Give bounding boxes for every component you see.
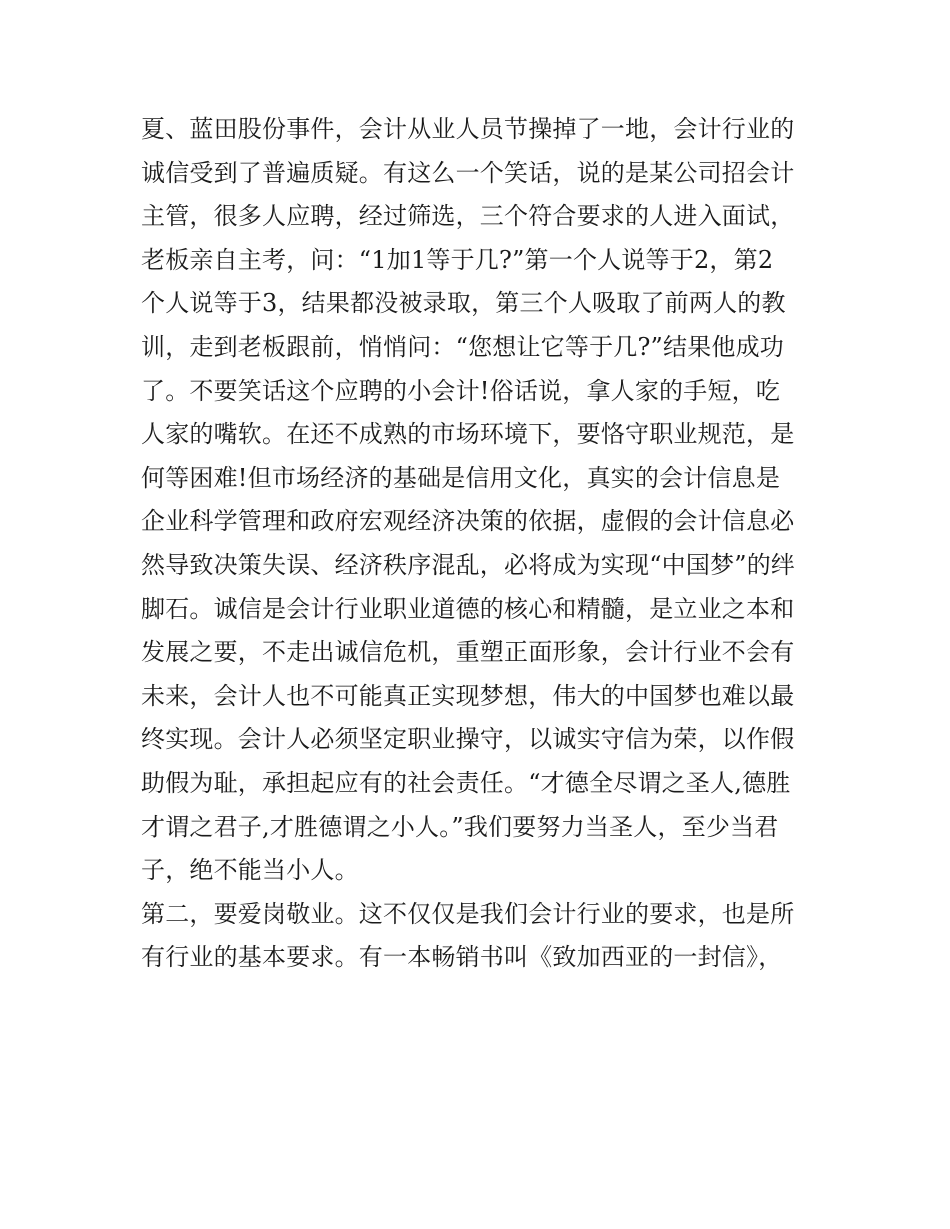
text-line: 第二，要爱岗敬业。这不仅仅是我们会计行业的要求，也是所 bbox=[141, 899, 795, 928]
text-line: 才谓之君子,才胜德谓之小人。”我们要努力当圣人，至少当君 bbox=[141, 812, 779, 841]
text-line: 个人说等于3，结果都没被录取，第三个人吸取了前两人的教 bbox=[141, 289, 786, 318]
body-text bbox=[141, 108, 821, 980]
text-line: 何等困难!但市场经济的基础是信用文化，真实的会计信息是 bbox=[141, 463, 781, 492]
text-line: 训，走到老板跟前，悄悄问：“您想让它等于几?”结果他成功 bbox=[141, 332, 785, 361]
text-line: 终实现。会计人必须坚定职业操守，以诚实守信为荣，以作假 bbox=[141, 725, 795, 754]
text-line: 未来，会计人也不可能真正实现梦想，伟大的中国梦也难以最 bbox=[141, 681, 795, 710]
text-line: 老板亲自主考，问：“1加1等于几?”第一个人说等于2，第2 bbox=[141, 245, 774, 274]
text-line: 子，绝不能当小人。 bbox=[141, 856, 359, 885]
text-line: 然导致决策失误、经济秩序混乱，必将成为实现“中国梦”的绊 bbox=[141, 550, 796, 579]
text-line: 人家的嘴软。在还不成熟的市场环境下，要恪守职业规范，是 bbox=[141, 420, 795, 449]
text-line: 主管，很多人应聘，经过筛选，三个符合要求的人进入面试， bbox=[141, 202, 795, 231]
text-line: 助假为耻，承担起应有的社会责任。“才德全尽谓之圣人,德胜 bbox=[141, 768, 791, 797]
text-line: 诚信受到了普遍质疑。有这么一个笑话，说的是某公司招会计 bbox=[141, 158, 795, 187]
text-line: 夏、蓝田股份事件，会计从业人员节操掉了一地，会计行业的 bbox=[141, 115, 795, 143]
text-line: 脚石。诚信是会计行业职业道德的核心和精髓，是立业之本和 bbox=[141, 594, 795, 623]
text-line: 了。不要笑话这个应聘的小会计!俗话说，拿人家的手短，吃 bbox=[141, 376, 781, 405]
text-line: 发展之要，不走出诚信危机，重塑正面形象，会计行业不会有 bbox=[141, 638, 795, 667]
text-line: 有行业的基本要求。有一本畅销书叫《致加西亚的一封信》， bbox=[141, 943, 783, 972]
text-line: 企业科学管理和政府宏观经济决策的依据，虚假的会计信息必 bbox=[141, 507, 795, 536]
